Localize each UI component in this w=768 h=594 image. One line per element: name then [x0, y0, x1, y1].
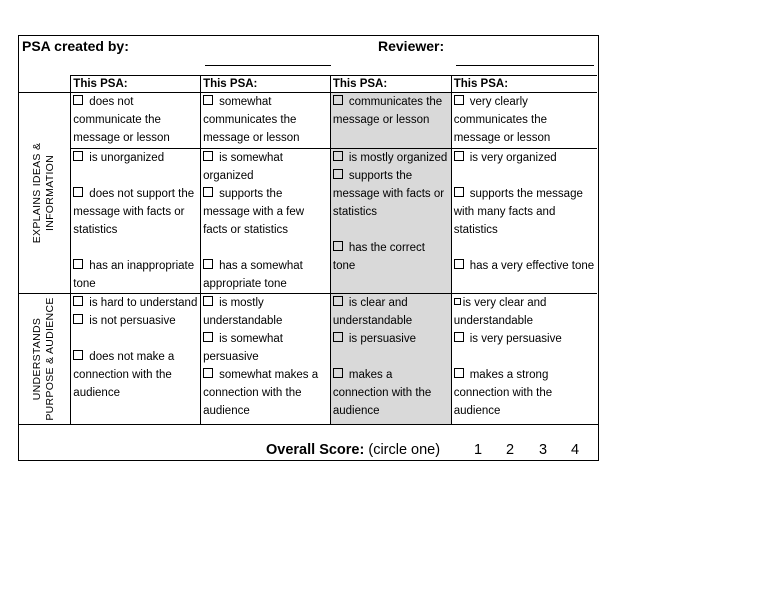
criterion-text: does not make a connection with the audience — [73, 351, 175, 399]
column-header-2: This PSA: — [201, 76, 331, 93]
checkbox[interactable] — [73, 151, 83, 161]
criterion-text: supports the message with a few facts or statistics — [203, 188, 305, 236]
checkbox[interactable] — [73, 95, 83, 105]
psa-rubric — [18, 35, 599, 461]
cell-message-4 — [451, 93, 597, 149]
cell-message-2 — [201, 93, 331, 149]
checkbox[interactable] — [454, 298, 461, 305]
cell-message-3 — [330, 93, 451, 149]
section-label-understands — [18, 294, 71, 425]
rubric-header — [19, 36, 598, 75]
criterion-text: does not communicate the message or lesson — [73, 96, 170, 144]
overall-score-label — [266, 442, 440, 458]
criterion-text: is hard to understand — [89, 297, 198, 309]
column-header-4: This PSA: — [451, 76, 597, 93]
criterion-text: has a very effective tone — [469, 260, 595, 272]
column-header-1: This PSA: — [71, 76, 201, 93]
cell-details-3 — [330, 149, 451, 294]
checkbox[interactable] — [203, 368, 213, 378]
cell-details-2 — [201, 149, 331, 294]
criterion-text: does not support the message with facts or statistics — [73, 188, 195, 236]
criterion-text: is unorganized — [89, 152, 165, 164]
checkbox[interactable] — [333, 151, 343, 161]
checkbox[interactable] — [333, 368, 343, 378]
checkbox[interactable] — [454, 95, 464, 105]
cell-audience-2 — [201, 294, 331, 425]
score-footer — [19, 424, 598, 461]
criterion-text: is mostly organized — [348, 152, 448, 164]
cell-audience-1 — [71, 294, 201, 425]
cell-audience-3 — [330, 294, 451, 425]
score-option-4[interactable]: 4 — [571, 442, 580, 458]
column-header-3: This PSA: — [330, 76, 451, 93]
checkbox[interactable] — [73, 296, 83, 306]
rubric-grid — [18, 75, 597, 425]
criterion-text: is persuasive — [348, 333, 416, 345]
checkbox[interactable] — [454, 187, 464, 197]
checkbox[interactable] — [73, 314, 83, 324]
criterion-text: makes a strong connection with the audience — [453, 369, 553, 417]
criterion-text: supports the message with many facts and statistics — [453, 188, 583, 236]
checkbox[interactable] — [203, 187, 213, 197]
score-option-3[interactable]: 3 — [539, 442, 548, 458]
criterion-text: communicates the message or lesson — [332, 96, 443, 126]
score-option-2[interactable]: 2 — [506, 442, 515, 458]
criterion-text: is very organized — [469, 152, 557, 164]
checkbox[interactable] — [454, 151, 464, 161]
criterion-text: somewhat communicates the message or lesson — [203, 96, 300, 144]
cell-message-1 — [71, 93, 201, 149]
checkbox[interactable] — [333, 296, 343, 306]
checkbox[interactable] — [203, 296, 213, 306]
criterion-text: is clear and understandable — [332, 297, 413, 327]
section-label-line: INFORMATION — [44, 154, 57, 232]
cell-audience-4 — [451, 294, 597, 425]
checkbox[interactable] — [203, 151, 213, 161]
checkbox[interactable] — [73, 350, 83, 360]
checkbox[interactable] — [203, 95, 213, 105]
overall-score-instruction: (circle one) — [368, 442, 441, 458]
criterion-text: is mostly understandable — [203, 297, 283, 327]
criterion-text: is very clear and understandable — [453, 297, 547, 327]
created-by-blank[interactable] — [205, 65, 331, 66]
section-label-line: EXPLAINS IDEAS & — [31, 142, 44, 244]
checkbox[interactable] — [73, 259, 83, 269]
checkbox[interactable] — [333, 169, 343, 179]
criterion-text: makes a connection with the audience — [332, 369, 432, 417]
criterion-text: has a somewhat appropriate tone — [203, 260, 303, 290]
section-label-line: PURPOSE & AUDIENCE — [44, 297, 57, 421]
cell-details-1 — [71, 149, 201, 294]
criterion-text: is very persuasive — [469, 333, 562, 345]
checkbox[interactable] — [333, 241, 343, 251]
checkbox[interactable] — [203, 332, 213, 342]
score-option-1[interactable]: 1 — [474, 442, 483, 458]
checkbox[interactable] — [333, 95, 343, 105]
created-by-label: PSA created by: — [22, 38, 129, 54]
reviewer-blank[interactable] — [456, 65, 594, 66]
criterion-text: has an inappropriate tone — [73, 260, 195, 290]
section-label-explains — [18, 93, 71, 294]
criterion-text: has the correct tone — [332, 242, 425, 272]
criterion-text: somewhat makes a connection with the audience — [203, 369, 319, 417]
checkbox[interactable] — [454, 368, 464, 378]
overall-score-title: Overall Score: — [266, 442, 365, 458]
criterion-text: very clearly communicates the message or lesson — [453, 96, 551, 144]
criterion-text: is somewhat organized — [203, 152, 283, 182]
checkbox[interactable] — [203, 259, 213, 269]
cell-details-4 — [451, 149, 597, 294]
section-label-line: UNDERSTANDS — [31, 317, 44, 401]
criterion-text: supports the message with facts or statistics — [332, 170, 445, 218]
criterion-text: is not persuasive — [89, 315, 176, 327]
reviewer-label: Reviewer: — [378, 38, 445, 54]
criterion-text: is somewhat persuasive — [203, 333, 283, 363]
checkbox[interactable] — [454, 259, 464, 269]
checkbox[interactable] — [333, 332, 343, 342]
checkbox[interactable] — [73, 187, 83, 197]
checkbox[interactable] — [454, 332, 464, 342]
